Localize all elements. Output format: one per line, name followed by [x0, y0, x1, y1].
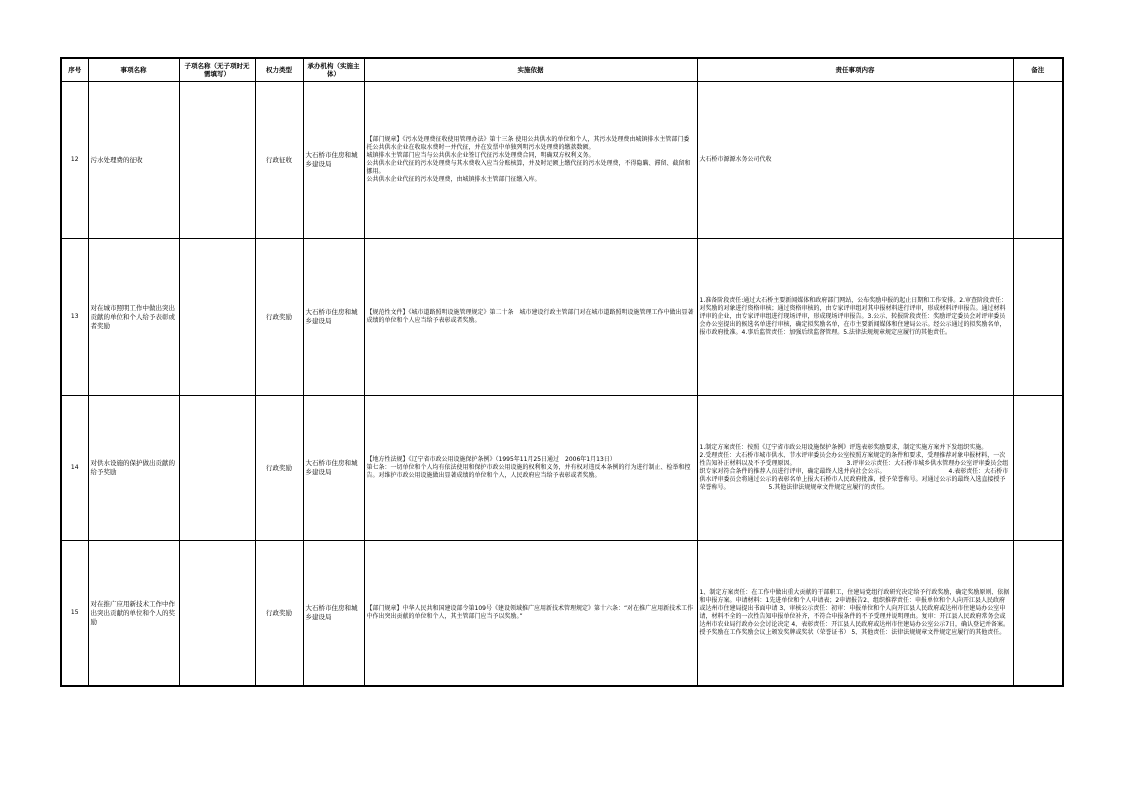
row-item-name: 污水处理费的征收: [88, 82, 179, 239]
row-remarks: [1013, 396, 1063, 541]
header-no: 序号: [61, 58, 88, 82]
row-basis: 【规范性文件】《城市道路照明设施管理规定》第二十条 城市建设行政主管部门对在城市道路照明设施管理工作中做出显著成绩的单位和个人应当给予表彰或者奖励。: [364, 239, 697, 396]
row-basis: 【部门规章】中华人民共和国建设部令第109号《建设领域推广应用新技术管理规定》第十六条：“对在推广应用新技术工作中作出突出贡献的单位和个人，其主管部门应当予以奖励。”: [364, 541, 697, 687]
row-no: 13: [61, 239, 88, 396]
row-power-type: 行政奖励: [255, 396, 303, 541]
row-power-type: 行政奖励: [255, 541, 303, 687]
row-basis: 【部门规章】《污水处理费征收使用管理办法》第十三条 使用公共供水的单位和个人，其污水处理费由城镇排水主管部门委托公共供水企业在收取水费时一并代征，并在发票中单独列明污水处理费的缴款数额。 城镇排水主管部门应当与公共供水企业签订代征污水处理费合同，明确双方权利义务。 公共供水企业代征的污水处理费与其水费收入应当分账核算，并及时足额上缴代征的污水处理费，不得隐瞒、滞留、截留和挪用。 公共供水企业代征的污水处理费，由城镇排水主管部门征缴入库。: [364, 82, 697, 239]
row-item-name: 对在推广应用新技术工作中作出突出贡献的单位和个人的奖励: [88, 541, 179, 687]
row-item-name: 对供水设施的保护做出贡献的给予奖励: [88, 396, 179, 541]
row-responsibility: 大石桥市源源水务公司代收: [697, 82, 1013, 239]
header-remarks: 备注: [1013, 58, 1063, 82]
row-no: 12: [61, 82, 88, 239]
row-no: 14: [61, 396, 88, 541]
row-sub-item: [179, 82, 255, 239]
row-item-name: 对在城市照明工作中做出突出贡献的单位和个人给予表彰或者奖励: [88, 239, 179, 396]
header-sub-item: 子项名称（无子项时无需填写）: [179, 58, 255, 82]
header-row: [61, 58, 1063, 82]
table-row: [61, 541, 1063, 687]
row-org: 大石桥市住房和城乡建设局: [303, 541, 364, 687]
row-org: 大石桥市住房和城乡建设局: [303, 239, 364, 396]
table-row: [61, 82, 1063, 239]
row-responsibility: 1.准备阶段责任:通过大石桥主要新闻媒体和政府部门网站，公布奖励申报的起止日期和工作安排。2.审查阶段责任：对奖励的对象进行资格审核；通过资格审核的，由专家评审组对其申报材料进行评审，形成材料评审报告。通过材料评审的企业，由专家评审组进行现场评审，形成现场评审报告。3.公示、转报阶段责任：奖励评定委员会对评审委员会办公室提出的候选名单进行审核，确定拟奖励名单，在市主要新闻媒体和住建局公示。经公示通过的拟奖励名单，报市政府批准。4.事后监管责任：加强后续监督管理。5.法律法规规章规定应履行的其他责任。: [697, 239, 1013, 396]
row-sub-item: [179, 396, 255, 541]
row-responsibility: 1、制定方案责任：在工作中做出重大贡献的干部职工，住建局党组行政研究决定给予行政奖励，确定奖励原则、依据和申报方案。申请材料：1先进单位和个人申请表；2申请报告2、组织推荐责任：申报单位和个人向开江县人民政府或达州市住建局提出书面申请 3、审核公示责任：初审：申报单位和个人向开江县人民政府或达州市住建局办公室申请，材料不全的一次性告知申报单位补齐，不符合申报条件的不予受理并说明理由。复审：开江县人民政府常务会或达州市农业局行政办公会讨论决定 4、表彰责任：开江县人民政府或达州市住建局办公室公示7日，确认登记并备案。授予奖励在工作奖励会议上颁发奖牌或奖状（荣誉证书） 5、其他责任：法律法规规章文件规定应履行的其他责任。: [697, 541, 1013, 687]
header-basis: 实施依据: [364, 58, 697, 82]
row-sub-item: [179, 239, 255, 396]
row-remarks: [1013, 239, 1063, 396]
row-org: 大石桥市住房和城乡建设局: [303, 396, 364, 541]
row-basis: 【地方性法规】《辽宁省市政公用设施保护条例》（1995年11月25日通过 2006年1月13日） 第七条：一切单位和个人均有依法使用和保护市政公用设施的权利和义务，并有权对违反本条例的行为进行制止、检举和控告。对维护市政公用设施做出显著成绩的单位和个人，人民政府应当给予表彰或者奖励。: [364, 396, 697, 541]
row-remarks: [1013, 82, 1063, 239]
row-no: 15: [61, 541, 88, 687]
header-item-name: 事项名称: [88, 58, 179, 82]
power-list-table: [60, 57, 1064, 687]
row-sub-item: [179, 541, 255, 687]
header-responsibility: 责任事项内容: [697, 58, 1013, 82]
row-org: 大石桥市住房和城乡建设局: [303, 82, 364, 239]
row-power-type: 行政奖励: [255, 239, 303, 396]
row-responsibility: 1.制定方案责任：按照《辽宁省市政公用设施保护条例》评选表彰奖励要求，制定实施方案并下发组织实施。 2.受理责任：大石桥市城市供水、节水评审委员会办公室按照方案规定的条件和要求，受理推荐对象申报材料，一次性告知补正材料以及不予受理原因。 3.评审公示责任：大石桥市城乡供水管理办公室评审委员会组织专家对符合条件的推荐人员进行评审，确定最终人选并向社会公示。 4.表彰责任：大石桥市供水评审委员会将通过公示的表彰名单上报大石桥市人民政府批准，授予荣誉称号。对通过公示的最终入选直接授予荣誉称号。 5.其他法律法规规章文件规定应履行的责任。: [697, 396, 1013, 541]
table-row: [61, 239, 1063, 396]
header-power-type: 权力类型: [255, 58, 303, 82]
row-power-type: 行政征收: [255, 82, 303, 239]
table-row: [61, 396, 1063, 541]
header-org: 承办机构（实施主体）: [303, 58, 364, 82]
row-remarks: [1013, 541, 1063, 687]
